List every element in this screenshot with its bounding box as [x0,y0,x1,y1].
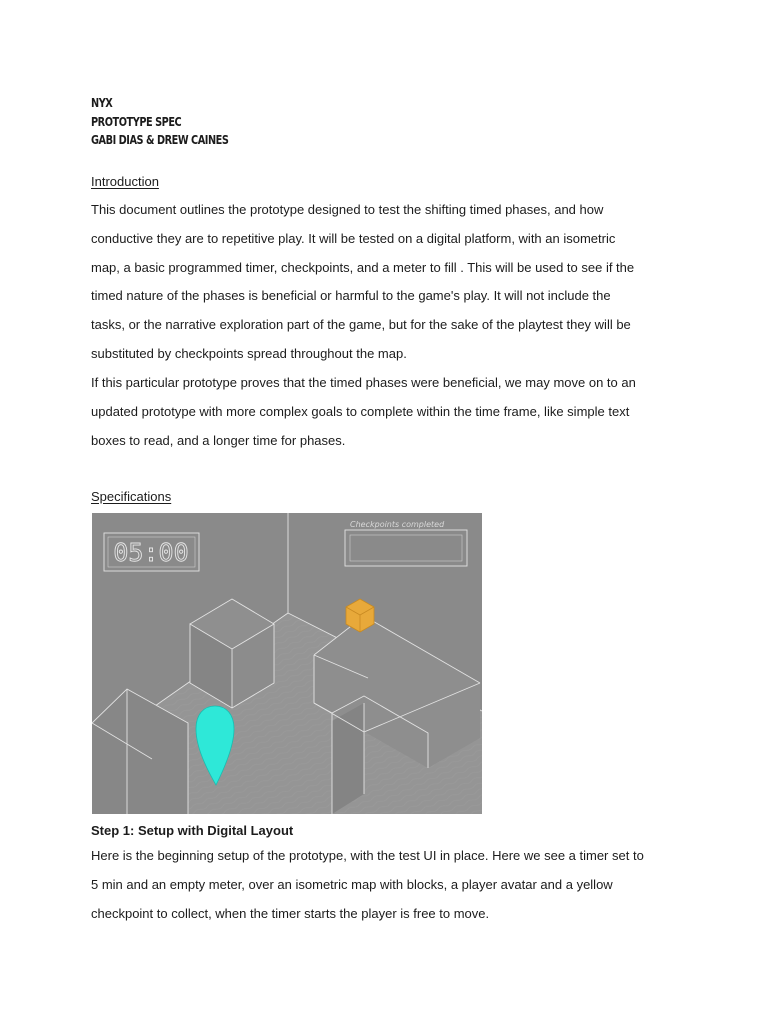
paragraph-line: Here is the beginning setup of the prototype, with the test UI in place. Here we see a timer set to [91,848,644,863]
meter-label: Checkpoints completed [350,520,445,529]
paragraph-line: checkpoint to collect, when the timer starts the player is free to move. [91,905,490,921]
paragraph-line: timed nature of the phases is beneficial or harmful to the game's play. It will not include the [91,288,611,304]
step-1-title: Step 1: Setup with Digital Layout [91,823,294,838]
specifications-heading: Specifications [91,489,172,504]
paragraph-line: If this particular prototype proves that the timed phases were beneficial, we may move on to an [91,375,636,390]
document-title: NYX [91,95,113,110]
prototype-screenshot [92,513,482,814]
paragraph-line: 5 min and an empty meter, over an isometric map with blocks, a player avatar and a yellow [91,876,613,892]
introduction-paragraph-2 [91,369,691,455]
timer-text: 05:00 [113,538,189,567]
introduction-paragraph-1 [91,196,691,369]
paragraph-line: updated prototype with more complex goals to complete within the time frame, like simple text [91,403,630,419]
paragraph-line: map, a basic programmed timer, checkpoints, and a meter to fill . This will be used to see if the [91,259,635,275]
timer-display [104,533,199,571]
paragraph-line: substituted by checkpoints spread throughout the map. [91,345,407,361]
document-subtitle: PROTOTYPE SPEC [91,113,182,129]
document-header [91,94,267,150]
paragraph-line: This document outlines the prototype designed to test the shifting timed phases, and how [91,202,604,217]
paragraph-line: tasks, or the narrative exploration part of the game, but for the sake of the playtest they will be [91,317,631,333]
document-authors: GABI DIAS & DREW CAINES [91,132,229,147]
step-1-description [91,842,691,928]
paragraph-line: boxes to read, and a longer time for phases. [91,432,346,448]
paragraph-line: conductive they are to repetitive play. It will be tested on a digital platform, with an isometric [91,230,616,246]
introduction-heading: Introduction [91,174,159,189]
